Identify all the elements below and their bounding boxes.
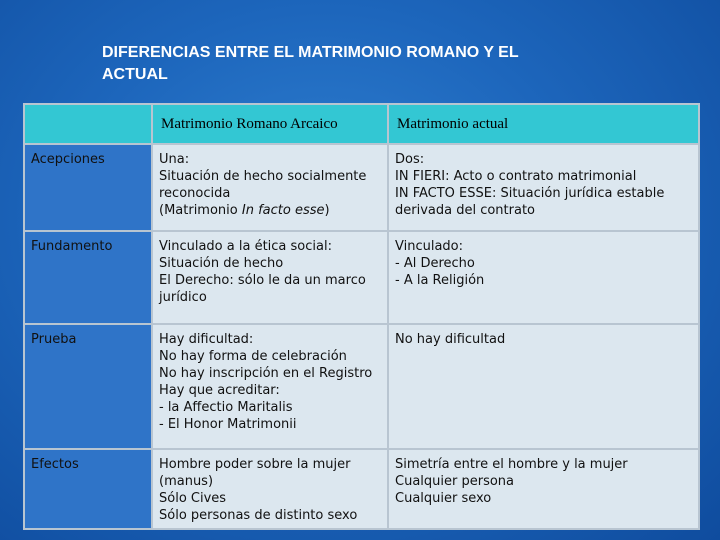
cell-roman-efectos: Hombre poder sobre la mujer (manus) Sólo Cives Sólo personas de distinto sexo — [152, 449, 388, 529]
row-label-prueba: Prueba — [24, 324, 152, 449]
cell-text-paren-close: ) — [324, 203, 330, 218]
header-roman: Matrimonio Romano Arcaico — [152, 104, 388, 144]
table-row — [24, 231, 699, 324]
cell-actual-fundamento: Vinculado: - Al Derecho - A la Religión — [388, 231, 699, 324]
row-label-fundamento: Fundamento — [24, 231, 152, 324]
cell-text-italic: In facto esse — [241, 203, 325, 218]
cell-actual-prueba: No hay dificultad — [388, 324, 699, 449]
cell-actual-efectos: Simetría entre el hombre y la mujer Cualquier persona Cualquier sexo — [388, 449, 699, 529]
cell-roman-prueba: Hay dificultad: No hay forma de celebración No hay inscripción en el Registro Hay que acreditar: - la Affectio Maritalis - El Honor Matrimonii — [152, 324, 388, 449]
slide-title: DIFERENCIAS ENTRE EL MATRIMONIO ROMANO Y EL ACTUAL — [102, 44, 519, 83]
comparison-table — [23, 103, 700, 530]
row-label-acepciones: Acepciones — [24, 144, 152, 231]
cell-roman-acepciones — [152, 144, 388, 231]
header-actual: Matrimonio actual — [388, 104, 699, 144]
row-label-efectos: Efectos — [24, 449, 152, 529]
table-row — [24, 324, 699, 449]
header-corner-cell — [24, 104, 152, 144]
table-row — [24, 449, 699, 529]
cell-text: Una: Situación de hecho socialmente reconocida — [159, 152, 367, 201]
table-row — [24, 144, 699, 231]
cell-roman-fundamento: Vinculado a la ética social: Situación de hecho El Derecho: sólo le da un marco jurídico — [152, 231, 388, 324]
cell-actual-acepciones: Dos: IN FIERI: Acto o contrato matrimonial IN FACTO ESSE: Situación jurídica estable derivada del contrato — [388, 144, 699, 231]
table-header-row — [24, 104, 699, 144]
cell-text-paren-open: (Matrimonio — [159, 203, 242, 218]
